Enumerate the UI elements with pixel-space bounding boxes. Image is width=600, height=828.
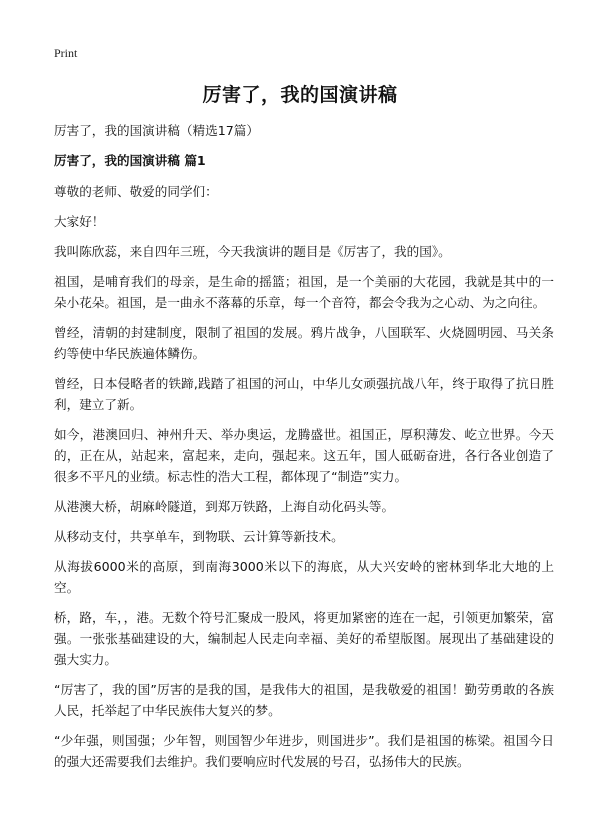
section-heading: 厉害了，我的国演讲稿 篇1 bbox=[54, 153, 206, 168]
article-subtitle: 厉害了，我的国演讲稿（精选17篇） bbox=[54, 123, 259, 138]
paragraph: 如今，港澳回归、神州升天、举办奥运，龙腾盛世。祖国正，厚积薄发、屹立世界。今天的，正在从，站起来，富起来，走向，强起来。这五年，国人砥砺奋进，各行各业创造了很多不平凡的业绩。标志性的浩大工程，都体现了“制造”实力。 bbox=[54, 427, 554, 484]
paragraph: “少年强，则国强；少年智，则国智少年进步，则国进步”。我们是祖国的栋梁。祖国今日的强大还需要我们去维护。我们要响应时代发展的号召，弘扬伟大的民族。 bbox=[54, 733, 554, 769]
paragraph: 曾经，日本侵略者的铁蹄,践踏了祖国的河山，中华儿女顽强抗战八年，终于取得了抗日胜利，建立了新。 bbox=[54, 376, 554, 412]
paragraph: “厉害了，我的国”厉害的是我的国，是我伟大的祖国，是我敬爱的祖国！勤劳勇敢的各族人民，托举起了中华民族伟大复兴的梦。 bbox=[54, 682, 554, 718]
paragraph: 祖国，是哺育我们的母亲，是生命的摇篮；祖国，是一个美丽的大花园，我就是其中的一朵小花朵。祖国，是一曲永不落幕的乐章，每一个音符，都会令我为之心动、为之向往。 bbox=[54, 274, 554, 310]
paragraph-salutation: 尊敬的老师、敬爱的同学们： bbox=[54, 184, 218, 199]
article-body bbox=[54, 120, 554, 781]
paragraph: 曾经，清朝的封建制度，限制了祖国的发展。鸦片战争，八国联军、火烧圆明园、马关条约等使中华民族遍体鳞伤。 bbox=[54, 325, 554, 361]
paragraph: 我叫陈欣蕊，来自四年三班，今天我演讲的题目是《厉害了，我的国》。 bbox=[54, 244, 451, 259]
page-title: 厉害了，我的国演讲稿 bbox=[202, 84, 398, 106]
paragraph-greeting: 大家好！ bbox=[54, 214, 105, 229]
print-link[interactable]: Print bbox=[54, 46, 78, 60]
paragraph: 从港澳大桥，胡麻岭隧道，到郑万铁路，上海自动化码头等。 bbox=[54, 499, 395, 514]
paragraph: 桥，路，车，，港。无数个符号汇聚成一股风，将更加紧密的连在一起，引领更加繁荣，富强。一张张基础建设的大，编制起人民走向幸福、美好的希望版图。展现出了基础建设的强大实力。 bbox=[54, 610, 554, 667]
paragraph: 从海拔6000米的高原，到南海3000米以下的海底，从大兴安岭的密林到华北大地的上空。 bbox=[54, 559, 554, 595]
paragraph: 从移动支付，共享单车，到物联、云计算等新技术。 bbox=[54, 529, 344, 544]
